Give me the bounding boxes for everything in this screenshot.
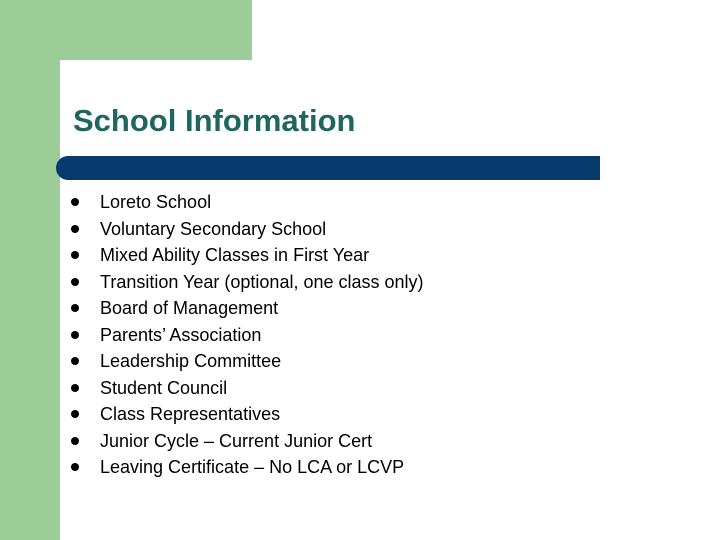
bullet-dot-icon	[71, 304, 79, 312]
bullet-dot-icon	[71, 225, 79, 233]
bullet-text: Transition Year (optional, one class only)	[100, 271, 424, 292]
bullet-dot-icon	[71, 251, 79, 259]
bullet-dot-icon	[71, 463, 79, 471]
bullet-dot-icon	[71, 198, 79, 206]
bullet-text: Junior Cycle – Current Junior Cert	[100, 430, 373, 451]
bullet-text: Voluntary Secondary School	[100, 218, 327, 239]
bullet-dot-icon	[71, 331, 79, 339]
bullet-text: Board of Management	[100, 298, 279, 318]
bullet-text: Parents’ Association	[100, 324, 262, 345]
green-accent-bar-left	[0, 0, 60, 540]
bullet-dot-icon	[71, 278, 79, 286]
bullet-text: Mixed Ability Classes in First Year	[100, 245, 370, 265]
bullet-text: Leaving Certificate – No LCA or LCVP	[100, 457, 405, 477]
bullet-text: Loreto School	[100, 192, 212, 212]
bullet-dot-icon	[71, 384, 79, 392]
bullet-dot-icon	[71, 410, 79, 418]
slide-title: School Information	[73, 103, 356, 138]
bullet-dot-icon	[71, 357, 79, 365]
bullet-text: Class Representatives	[100, 404, 281, 424]
title-divider-bar	[56, 156, 600, 180]
bullet-dot-icon	[71, 437, 79, 445]
bullet-text: Leadership Committee	[100, 351, 282, 371]
bullet-text: Student Council	[100, 377, 228, 398]
